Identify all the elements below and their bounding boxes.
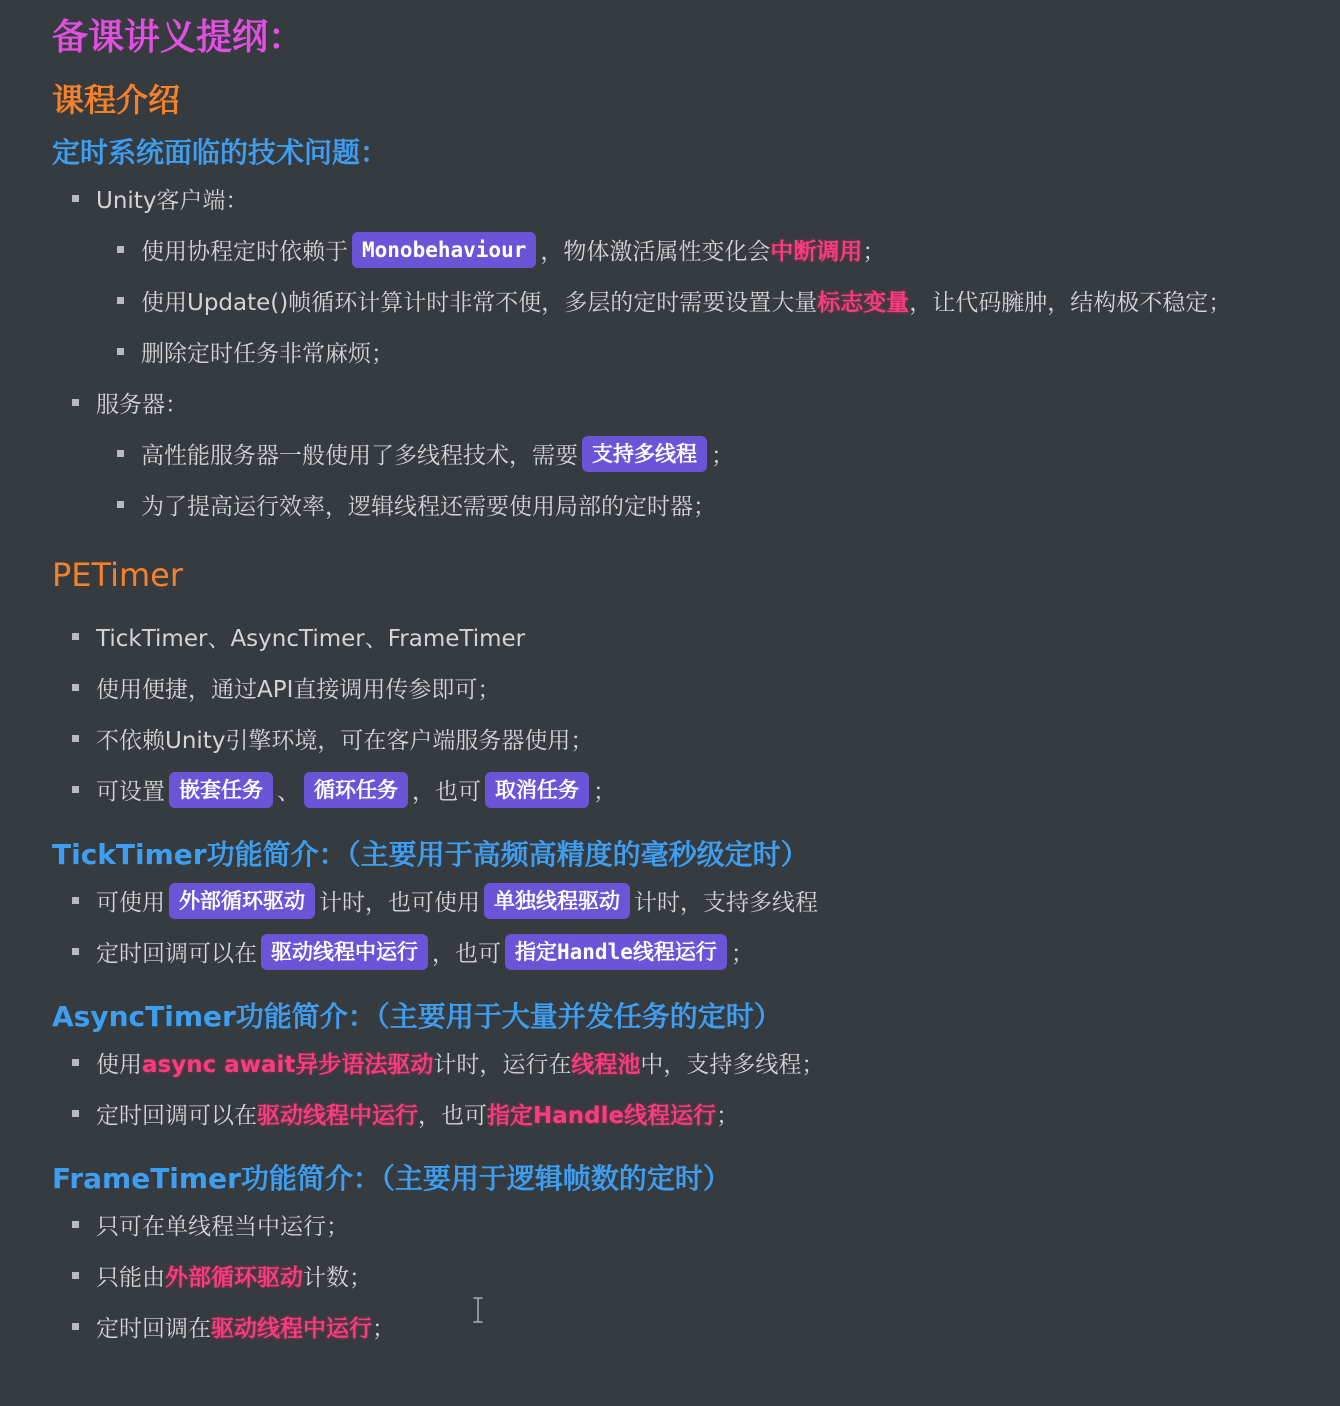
inline-code-badge: Monobehaviour: [352, 232, 536, 268]
highlight-text: 线程池: [571, 1052, 641, 1078]
list-item-line: [97, 326, 1322, 377]
list-item: [52, 875, 1322, 926]
highlight-text: 驱动线程中运行: [257, 1103, 418, 1129]
highlight-text: 外部循环驱动: [165, 1265, 303, 1291]
square-bullet-icon: [72, 1110, 79, 1117]
item-text: 计数；: [303, 1265, 372, 1291]
server-problems-list: [97, 428, 1322, 530]
list-item: [97, 326, 1322, 377]
list-item: [52, 1199, 1322, 1250]
list-item-line: [52, 611, 1322, 662]
item-text: ，也可: [418, 1103, 487, 1129]
list-item: [97, 479, 1322, 530]
list-item-line: [52, 926, 1322, 977]
item-text: ；: [593, 779, 616, 805]
item-text: 为了提高运行效率，逻辑线程还需要使用局部的定时器；: [141, 494, 716, 520]
item-text: 中，支持多线程；: [640, 1052, 825, 1078]
frame-timer-list: [52, 1199, 1322, 1352]
subheading-technical-problems: 定时系统面临的技术问题：: [52, 136, 389, 169]
item-text: 删除定时任务非常麻烦；: [141, 341, 394, 367]
highlight-text: async await异步语法驱动: [142, 1052, 434, 1078]
list-item: [97, 224, 1322, 275]
inline-code-badge: 驱动线程中运行: [261, 934, 428, 970]
list-item-unity-client: [52, 173, 1322, 377]
item-text: 可使用: [96, 890, 165, 916]
item-text: 使用: [96, 1052, 142, 1078]
list-item: [52, 1301, 1322, 1352]
item-text: ；: [862, 239, 886, 265]
inline-code-badge: 外部循环驱动: [169, 883, 315, 919]
async-timer-list: [52, 1037, 1322, 1139]
item-text: 不依赖Unity引擎环境，可在客户端服务器使用；: [96, 728, 594, 754]
highlight-text: 指定Handle线程运行: [487, 1103, 717, 1129]
tick-timer-list: [52, 875, 1322, 977]
list-item-line: [52, 1301, 1322, 1352]
list-item-line: [52, 1250, 1322, 1301]
list-item-line: [52, 713, 1322, 764]
square-bullet-icon: [117, 297, 124, 304]
list-item-line: [52, 875, 1322, 926]
item-text: 只能由: [96, 1265, 165, 1291]
subheading-async-timer: AsyncTimer功能简介：（主要用于大量并发任务的定时）: [52, 1000, 782, 1033]
unity-client-problems-list: [97, 224, 1322, 377]
square-bullet-icon: [72, 633, 79, 640]
technical-problems-list: [52, 173, 1322, 530]
list-item: [52, 1250, 1322, 1301]
inline-code-badge: 嵌套任务: [169, 772, 273, 808]
item-text: 、: [277, 779, 300, 805]
item-text: ；: [716, 1103, 740, 1129]
square-bullet-icon: [72, 786, 79, 793]
square-bullet-icon: [117, 501, 124, 508]
item-text: ；: [711, 443, 734, 469]
item-text: ，也可: [412, 779, 481, 805]
subheading-frame-timer: FrameTimer功能简介：（主要用于逻辑帧数的定时）: [52, 1162, 731, 1195]
item-text: 可设置: [96, 779, 165, 805]
list-item-line: [52, 662, 1322, 713]
item-text: 使用Update()帧循环计算计时非常不便，多层的定时需要设置大量: [141, 290, 818, 316]
item-text: 使用便捷，通过API直接调用传参即可；: [96, 677, 501, 703]
section-heading-petimer: PETimer: [52, 556, 183, 594]
square-bullet-icon: [72, 1221, 79, 1228]
list-item: [52, 662, 1322, 713]
inline-code-badge: 指定Handle线程运行: [505, 934, 727, 970]
square-bullet-icon: [72, 1272, 79, 1279]
highlight-text: 中断调用: [770, 239, 863, 265]
list-item: [52, 926, 1322, 977]
inline-code-badge: 单独线程驱动: [484, 883, 630, 919]
subheading-tick-timer: TickTimer功能简介：（主要用于高频高精度的毫秒级定时）: [52, 838, 809, 871]
list-item-line: [52, 1037, 1322, 1088]
list-item-line: [97, 224, 1322, 275]
item-text: Unity客户端：: [96, 188, 249, 214]
square-bullet-icon: [72, 735, 79, 742]
square-bullet-icon: [117, 450, 124, 457]
list-item-line: [52, 1199, 1322, 1250]
square-bullet-icon: [72, 684, 79, 691]
square-bullet-icon: [117, 246, 124, 253]
i-beam-cursor-icon: [470, 1296, 486, 1324]
document-editor[interactable]: [52, 8, 1322, 1398]
item-text: 定时回调可以在: [96, 1103, 257, 1129]
highlight-text: 驱动线程中运行: [211, 1316, 372, 1342]
list-item-line: [52, 1088, 1322, 1139]
petimer-features-list: [52, 611, 1322, 815]
list-item-server: [52, 377, 1322, 530]
document-title: 备课讲义提纲：: [52, 17, 305, 58]
list-item: [52, 1037, 1322, 1088]
highlight-text: 标志变量: [817, 290, 910, 316]
list-item: [97, 275, 1322, 326]
list-item-line: [52, 377, 1322, 428]
list-item-line: [97, 428, 1322, 479]
square-bullet-icon: [72, 1323, 79, 1330]
inline-code-badge: 支持多线程: [582, 436, 707, 472]
list-item: [52, 713, 1322, 764]
item-text: ，让代码臃肿，结构极不稳定；: [909, 290, 1232, 316]
item-text: TickTimer、AsyncTimer、FrameTimer: [96, 626, 526, 652]
list-item: [52, 1088, 1322, 1139]
square-bullet-icon: [72, 1059, 79, 1066]
square-bullet-icon: [72, 399, 79, 406]
item-text: 计时，也可使用: [319, 890, 480, 916]
square-bullet-icon: [72, 195, 79, 202]
item-text: 计时，运行在: [433, 1052, 572, 1078]
item-text: 服务器：: [96, 392, 188, 418]
item-text: ；: [372, 1316, 395, 1342]
square-bullet-icon: [72, 897, 79, 904]
list-item-line: [97, 479, 1322, 530]
item-text: 定时回调可以在: [96, 941, 257, 967]
item-text: ；: [730, 941, 754, 967]
item-text: 计时，支持多线程: [634, 890, 818, 916]
list-item: [52, 764, 1322, 815]
list-item-line: [97, 275, 1322, 326]
item-text: ，也可: [432, 941, 501, 967]
item-text: 高性能服务器一般使用了多线程技术，需要: [141, 443, 578, 469]
item-text: ，物体激活属性变化会: [540, 239, 771, 265]
square-bullet-icon: [72, 948, 79, 955]
item-text: 只可在单线程当中运行；: [96, 1214, 349, 1240]
inline-code-badge: 取消任务: [485, 772, 589, 808]
section-heading-course-intro: 课程介绍: [52, 81, 181, 119]
list-item-line: [52, 173, 1322, 224]
list-item: [97, 428, 1322, 479]
square-bullet-icon: [117, 348, 124, 355]
item-text: 使用协程定时依赖于: [141, 239, 348, 265]
list-item-line: [52, 764, 1322, 815]
list-item: [52, 611, 1322, 662]
inline-code-badge: 循环任务: [304, 772, 408, 808]
item-text: 定时回调在: [96, 1316, 211, 1342]
